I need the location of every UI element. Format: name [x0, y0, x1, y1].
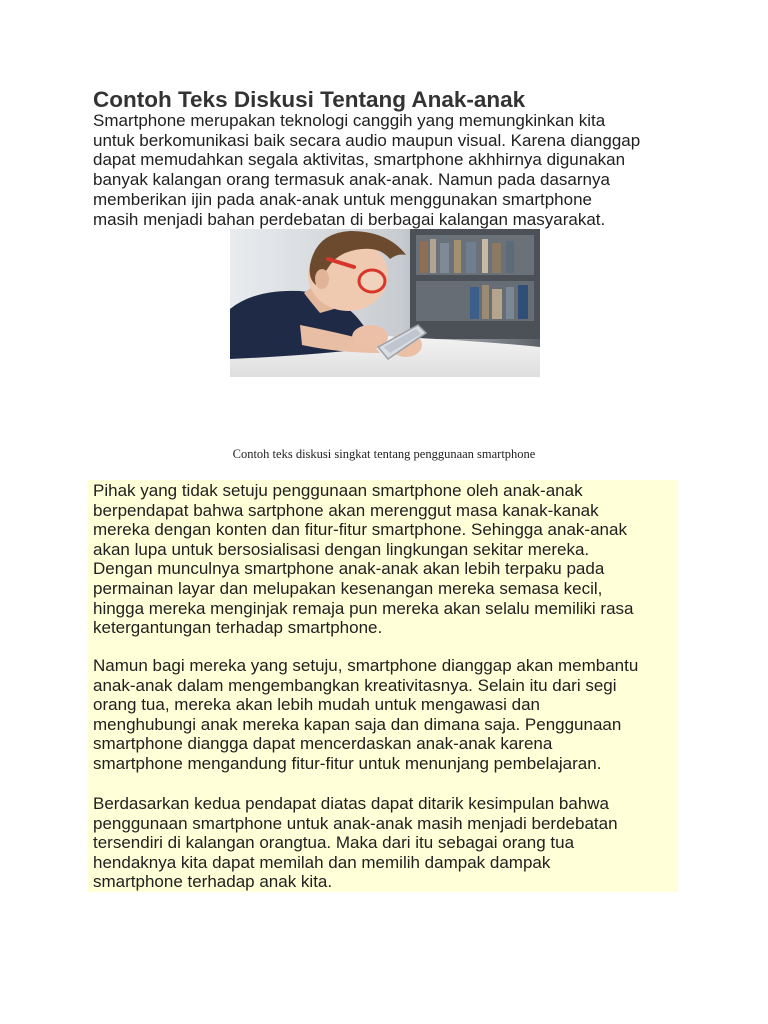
paragraph-line: smartphone terhadap anak kita.	[93, 872, 333, 892]
paragraph-line: menghubungi anak mereka kapan saja dan dimana saja. Penggunaan	[93, 714, 622, 734]
paragraph-line: orang tua, mereka akan lebih mudah untuk mengawasi dan	[93, 695, 541, 715]
intro-line: Smartphone merupakan teknologi canggih yang memungkinkan kita	[93, 111, 606, 130]
paragraph-line: tersendiri di kalangan orangtua. Maka dari itu sebagai orang tua	[93, 833, 575, 853]
paragraph-conclusion	[93, 794, 693, 892]
intro-line: dapat memudahkan segala aktivitas, smartphone akhhirnya digunakan	[93, 150, 626, 170]
article-title: Contoh Teks Diskusi Tentang Anak-anak	[93, 87, 526, 112]
paragraph-line: Pihak yang tidak setuju penggunaan smartphone oleh anak-anak	[93, 481, 583, 500]
intro-line: banyak kalangan orang termasuk anak-anak. Namun pada dasarnya	[93, 170, 610, 190]
paragraph-against	[93, 481, 693, 638]
paragraph-line: berpendapat bahwa sartphone akan merenggut masa kanak-kanak	[93, 500, 599, 520]
intro-line: memberikan ijin pada anak-anak untuk menggunakan smartphone	[93, 189, 592, 209]
paragraph-line: akan lupa untuk bersosialisasi dengan lingkungan sekitar mereka.	[93, 539, 590, 559]
paragraph-line: mereka dengan konten dan fitur-fitur smartphone. Sehingga anak-anak	[93, 520, 627, 540]
intro-line: untuk berkomunikasi baik secara audio maupun visual. Karena dianggap	[93, 130, 641, 150]
paragraph-line: permainan layar dan melupakan kesenangan mereka semasa kecil,	[93, 578, 603, 598]
intro-paragraph	[93, 111, 693, 229]
paragraph-line: Dengan munculnya smartphone anak-anak akan lebih terpaku pada	[93, 559, 605, 579]
intro-line: masih menjadi bahan perdebatan di berbagai kalangan masyarakat.	[93, 209, 606, 229]
paragraph-line: smartphone diangga dapat mencerdaskan anak-anak karena	[93, 734, 553, 754]
paragraph-line: smartphone mengandung fitur-fitur untuk menunjang pembelajaran.	[93, 753, 602, 773]
paragraph-line: penggunaan smartphone untuk anak-anak masih menjadi berdebatan	[93, 813, 618, 833]
child-with-smartphone-photo	[230, 229, 540, 377]
paragraph-line: hendaknya kita dapat memilah dan memilih dampak dampak	[93, 852, 551, 872]
paragraph-line: Namun bagi mereka yang setuju, smartphone dianggap akan membantu	[93, 656, 639, 675]
paragraph-for	[93, 656, 693, 774]
paragraph-line: anak-anak dalam mengembangkan kreativitasnya. Selain itu dari segi	[93, 675, 617, 695]
image-caption: Contoh teks diskusi singkat tentang penggunaan smartphone	[232, 447, 536, 461]
paragraph-line: hingga mereka menginjak remaja pun mereka akan selalu memiliki rasa	[93, 598, 634, 618]
paragraph-line: Berdasarkan kedua pendapat diatas dapat ditarik kesimpulan bahwa	[93, 794, 610, 813]
paragraph-line: ketergantungan terhadap smartphone.	[93, 618, 383, 638]
